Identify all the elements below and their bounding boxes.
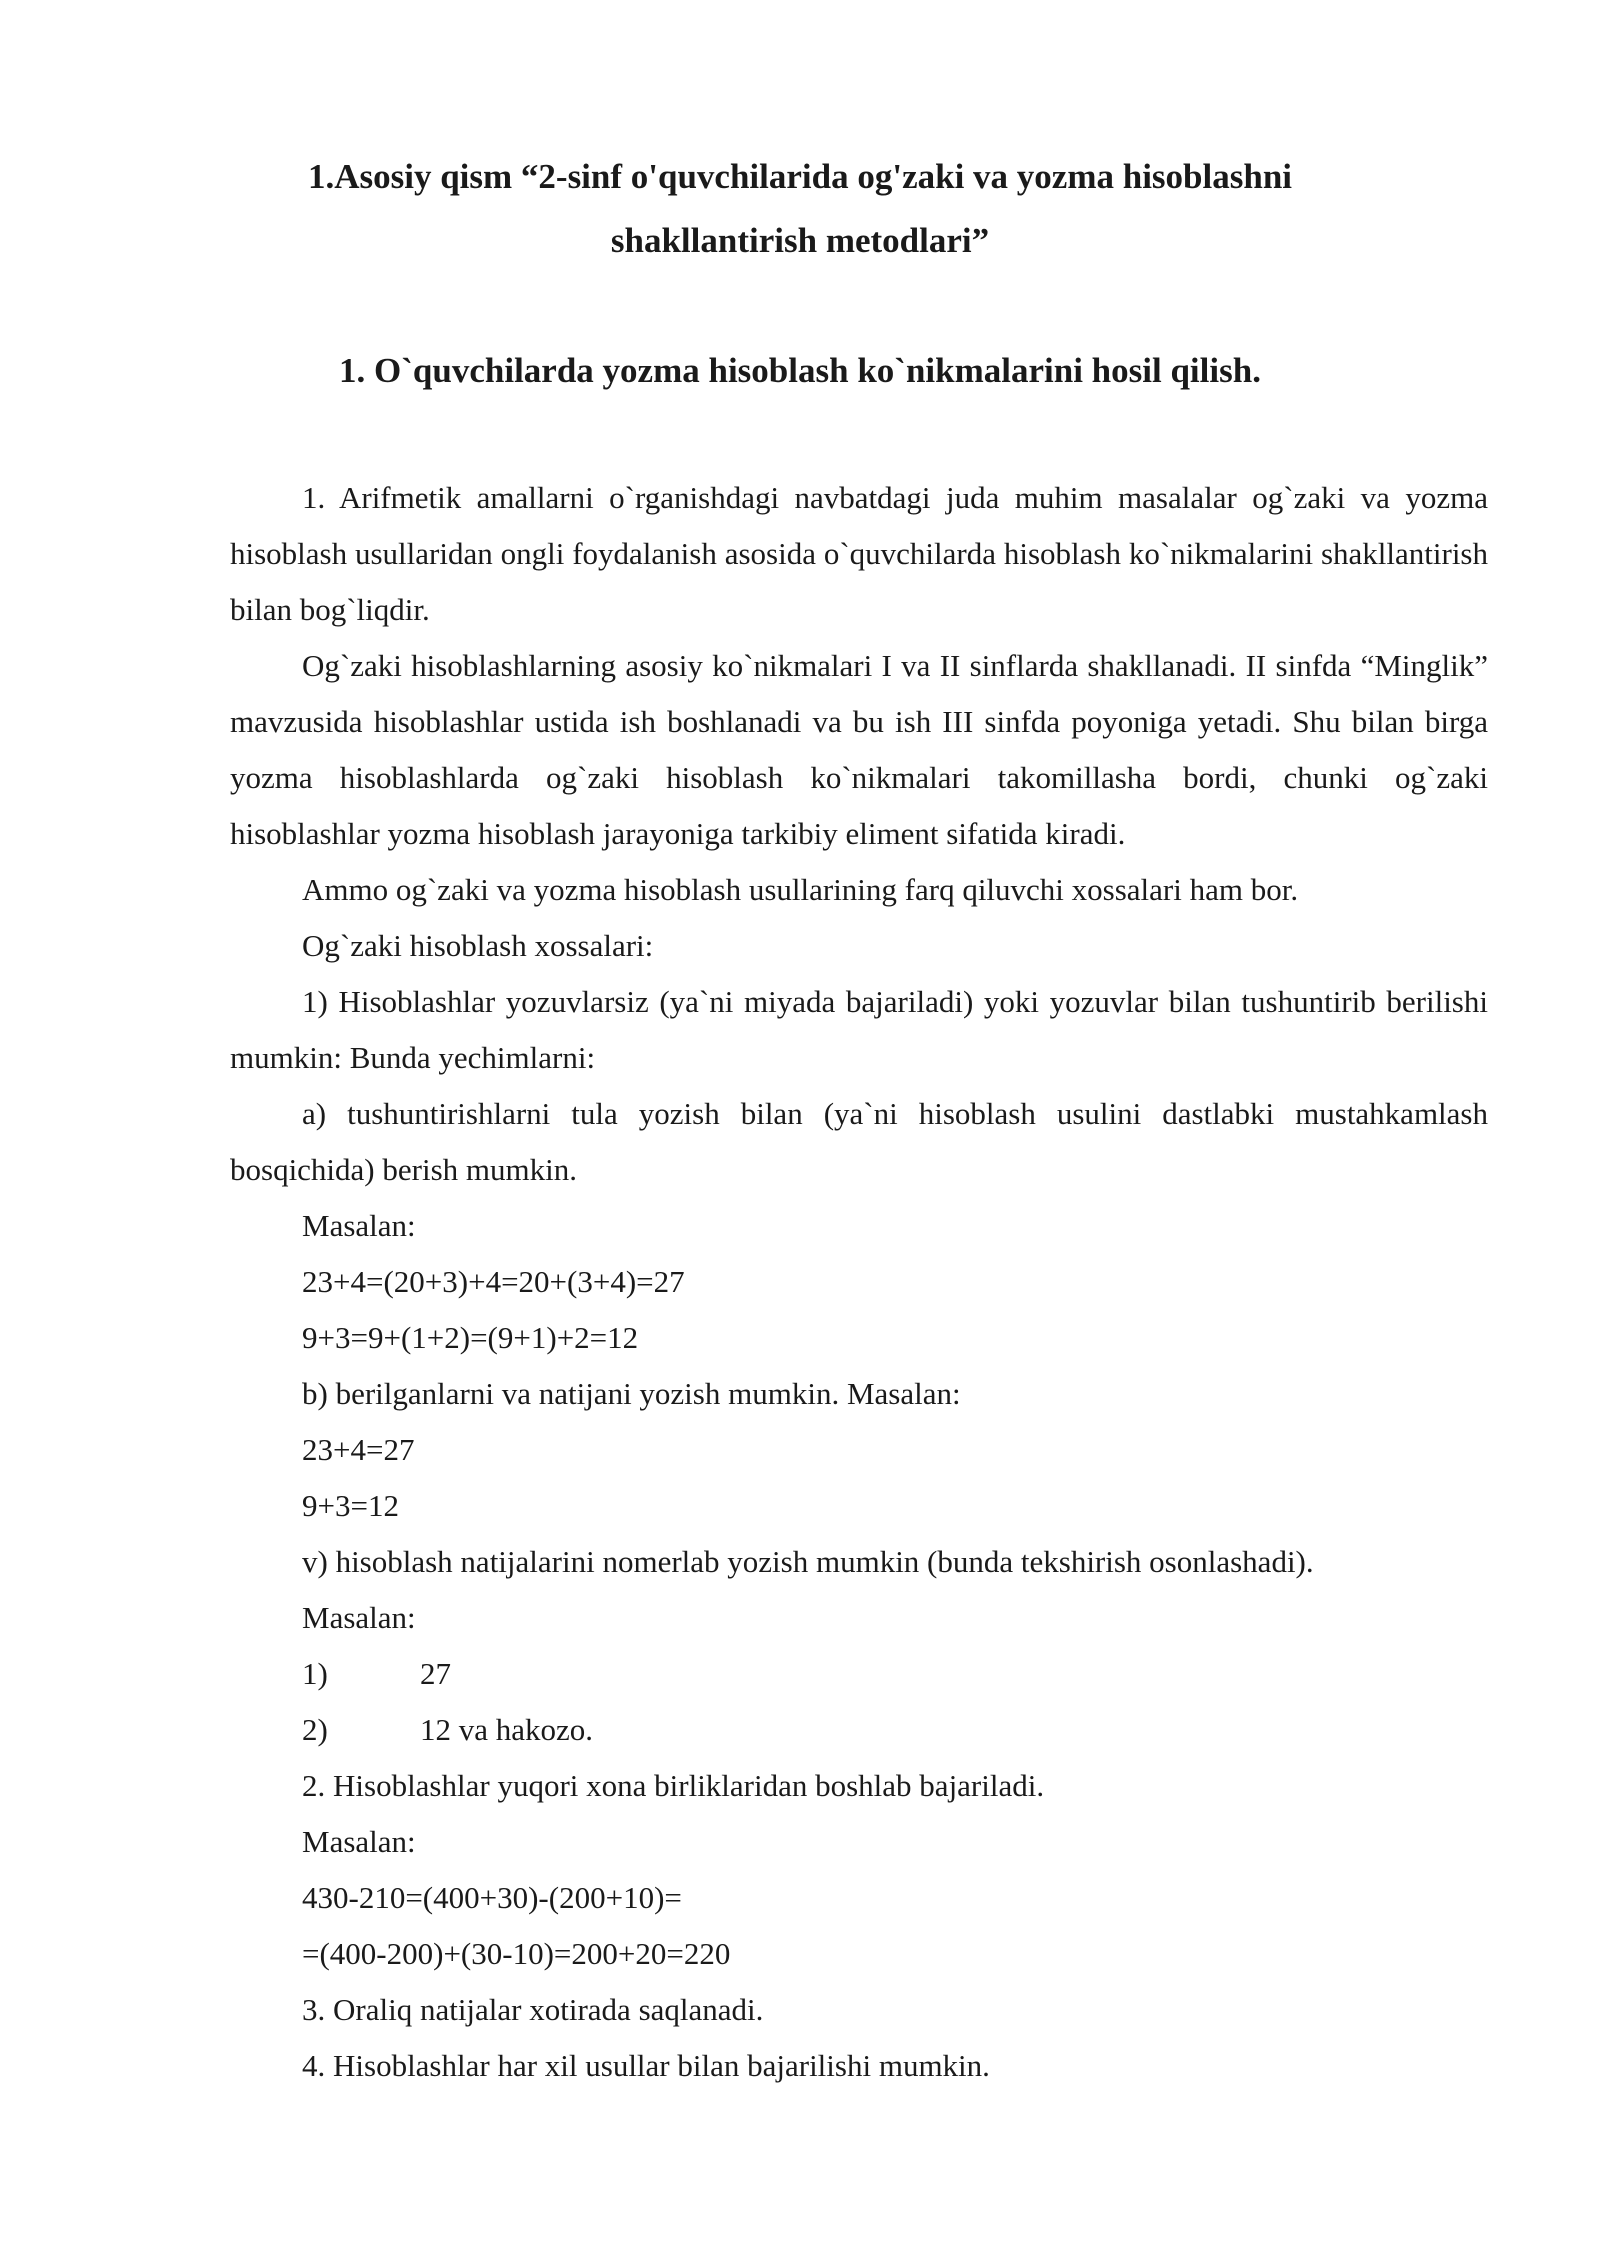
- document-body: [230, 470, 1488, 2094]
- paragraph-oral-properties: Og`zaki hisoblash xossalari:: [302, 928, 654, 963]
- example-formula: 430-210=(400+30)-(200+10)=: [302, 1880, 682, 1915]
- example-formula: 23+4=(20+3)+4=20+(3+4)=27: [302, 1264, 685, 1299]
- example-formula: 9+3=9+(1+2)=(9+1)+2=12: [302, 1320, 639, 1355]
- paragraph-property-1: 1) Hisoblashlar yozuvlarsiz (ya`ni miyada bajariladi) yoki yozuvlar bilan tushuntirib berilishi mumkin: Bunda yechimlarni:: [230, 984, 1488, 1075]
- numbered-result: [230, 1702, 1488, 1758]
- paragraph-item-a: a) tushuntirishlarni tula yozish bilan (ya`ni hisoblash usulini dastlabki mustahkamlash bosqichida) berish mumkin.: [230, 1096, 1488, 1187]
- item-v: v) hisoblash natijalarini nomerlab yozish mumkin (bunda tekshirish osonlashadi).: [302, 1544, 1314, 1579]
- result-number: 1): [302, 1656, 328, 1691]
- result-value: 27: [420, 1656, 451, 1691]
- result-value: 12 va hakozo.: [420, 1712, 594, 1747]
- example-formula: =(400-200)+(30-10)=200+20=220: [302, 1936, 731, 1971]
- example-formula: 9+3=12: [302, 1488, 399, 1523]
- result-number: 2): [302, 1712, 328, 1747]
- document-title: 1.Asosiy qism “2-sinf o'quvchilarida og'zaki va yozma hisoblashni shakllantirish metodlari”: [307, 157, 1293, 260]
- numbered-result: [230, 1646, 1488, 1702]
- example-label: Masalan:: [302, 1208, 416, 1243]
- paragraph-intro: 1. Arifmetik amallarni o`rganishdagi navbatdagi juda muhim masalalar og`zaki va yozma hisoblash usullaridan ongli foydalanish asosida o`quvchilarda hisoblash ko`nikmalarini shakllantirish bilan bog`liqdir.: [230, 480, 1488, 627]
- property-3: 3. Oraliq natijalar xotirada saqlanadi.: [302, 1992, 764, 2027]
- paragraph-differences: Ammo og`zaki va yozma hisoblash usullarining farq qiluvchi xossalari ham bor.: [302, 872, 1299, 907]
- property-4: 4. Hisoblashlar har xil usullar bilan bajarilishi mumkin.: [302, 2048, 990, 2083]
- example-label: Masalan:: [302, 1600, 416, 1635]
- paragraph-oral-skills: Og`zaki hisoblashlarning asosiy ko`nikmalari I va II sinflarda shakllanadi. II sinfda “Minglik” mavzusida hisoblashlar ustida ish boshlanadi va bu ish III sinfda poyoniga yetadi. Shu bilan birga yozma hisoblashlarda og`zaki hisoblash ko`nikmalari takomillasha bordi, chunki og`zaki hisoblashlar yozma hisoblash jarayoniga tarkibiy eliment sifatida kiradi.: [230, 648, 1488, 851]
- example-formula: 23+4=27: [302, 1432, 415, 1467]
- example-label: Masalan:: [302, 1824, 416, 1859]
- section-heading: 1. O`quvchilarda yozma hisoblash ko`nikmalarini hosil qilish.: [339, 351, 1261, 390]
- property-2: 2. Hisoblashlar yuqori xona birliklaridan boshlab bajariladi.: [302, 1768, 1045, 1803]
- item-b: b) berilganlarni va natijani yozish mumkin. Masalan:: [302, 1376, 961, 1411]
